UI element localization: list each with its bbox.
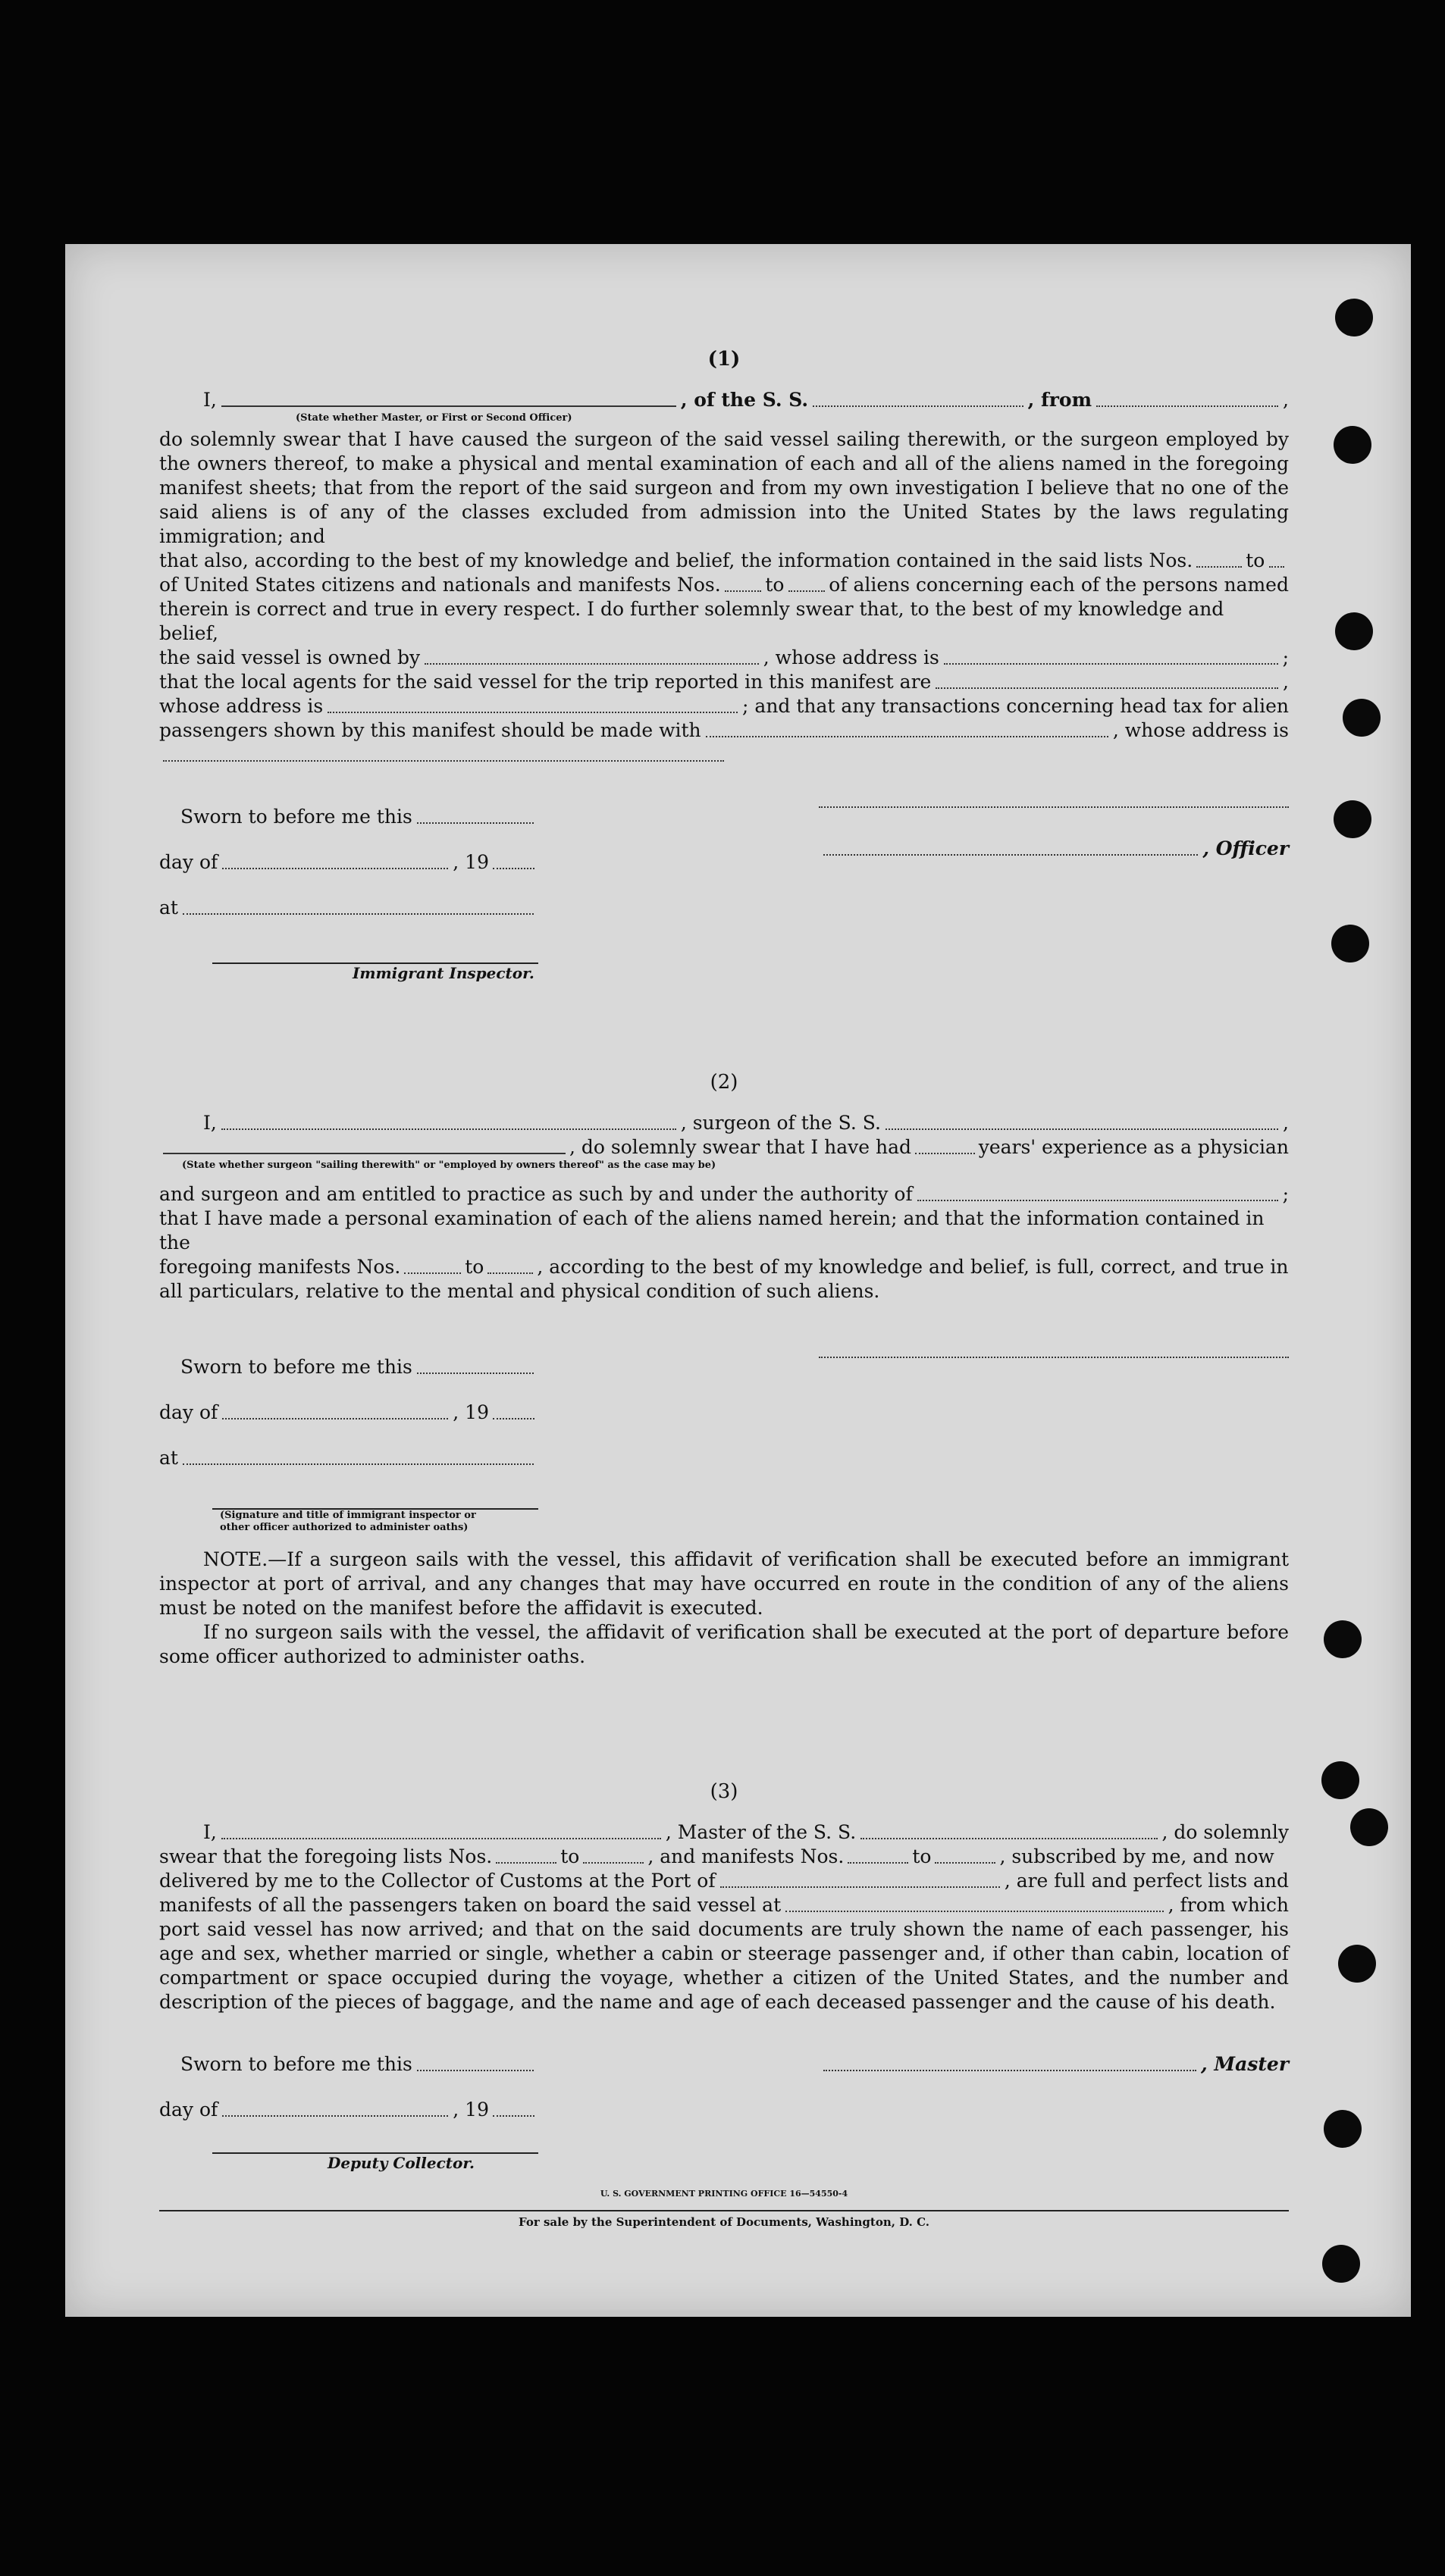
punch-hole — [1324, 1620, 1362, 1658]
master-manifests-to-field[interactable] — [935, 1862, 995, 1864]
section-1-whose-line: whose address is ; and that any transactions concerning head tax for alien — [159, 695, 1289, 717]
section-3-day-line: day of , 19 — [159, 2077, 538, 2122]
affidavit-form — [159, 347, 1289, 2230]
section-3-line-3: delivered by me to the Collector of Customs at the Port of , are full and perfect lists and — [159, 1870, 1289, 1892]
customs-port-field[interactable] — [720, 1886, 1000, 1888]
section-3-signatures — [159, 2031, 1289, 2172]
master-signature-field[interactable] — [823, 2070, 1196, 2071]
signature-note-2: other officer authorized to administer oaths) — [220, 1522, 469, 1533]
surgeon-name-field[interactable] — [221, 1128, 676, 1130]
manifests-to-field[interactable] — [788, 590, 826, 592]
master-manifests-from-field[interactable] — [848, 1862, 908, 1864]
section-2-sworn-line: Sworn to before me this — [159, 1334, 538, 1379]
years-experience-field[interactable] — [915, 1153, 975, 1154]
section-2-line-3: and surgeon and am entitled to practice as such by and under the authority of ; — [159, 1183, 1289, 1205]
master-day-of-field[interactable] — [222, 2115, 448, 2117]
printing-office: U. S. GOVERNMENT PRINTING OFFICE 16—54550-4 — [600, 2189, 848, 2199]
surgeon-year-field[interactable] — [493, 1418, 534, 1419]
year-field[interactable] — [493, 868, 534, 869]
section-3-line-1: I, , Master of the S. S. , do solemnly — [203, 1821, 1289, 1843]
section-2-at-line: at — [159, 1425, 538, 1470]
section-1-agents-line: that the local agents for the said vessel for the trip reported in this manifest are , — [159, 671, 1289, 693]
section-1-number: (1) — [707, 348, 741, 371]
master-year-field[interactable] — [493, 2115, 534, 2117]
surgeon-signature-line[interactable] — [819, 1357, 1289, 1358]
surgeon-type-field[interactable] — [163, 1153, 566, 1154]
master-lists-from-field[interactable] — [496, 1862, 556, 1864]
head-tax-party-field[interactable] — [706, 736, 1108, 737]
master-lists-to-field[interactable] — [583, 1862, 644, 1864]
section-2-line-1: I, , surgeon of the S. S. , — [203, 1112, 1289, 1134]
note-surgeon: (State whether surgeon "sailing therewith" or "employed by owners thereof" as the case may be) — [182, 1160, 716, 1171]
surgeon-note-2: If no surgeon sails with the vessel, the affidavit of verification shall be executed at the port of departure before some officer authorized to administer oaths. — [159, 1621, 1289, 1667]
section-3-paragraph: port said vessel has now arrived; and that on the said documents are truly shown the name of each passenger, his age and sex, whether married or single, whether a cabin or steerage passenger and, if other than cabin, location of compartment or space occupied during the voyage, whether a citizen of the United States, and the number and description of the pieces of baggage, and the name and age of each deceased passenger and the cause of his death. — [159, 1918, 1289, 2013]
surgeon-vessel-field[interactable] — [885, 1128, 1278, 1130]
section-2-line-4: that I have made a personal examination of each of the aliens named herein; and that the information contained in the — [159, 1207, 1265, 1254]
section-1-at-line: at — [159, 875, 538, 920]
section-1-address-line — [159, 743, 1289, 767]
section-1-owned-line: the said vessel is owned by , whose address is ; — [159, 646, 1290, 668]
inspector-label: Immigrant Inspector. — [353, 964, 534, 982]
agents-address-field[interactable] — [328, 712, 738, 713]
surgeon-manifests-from-field[interactable] — [404, 1272, 461, 1274]
punch-hole — [1335, 612, 1373, 650]
note-master: (State whether Master, or First or Second Officer) — [296, 412, 572, 424]
practice-authority-field[interactable] — [917, 1200, 1278, 1201]
punch-hole — [1335, 299, 1373, 336]
section-2-number: (2) — [710, 1071, 738, 1094]
punch-hole — [1350, 1808, 1388, 1846]
lists-from-field[interactable] — [1196, 566, 1242, 568]
punch-hole — [1338, 1945, 1376, 1983]
surgeon-day-of-field[interactable] — [222, 1418, 448, 1419]
master-vessel-field[interactable] — [860, 1838, 1157, 1839]
section-1-passengers-line: passengers shown by this manifest should be made with , whose address is — [159, 719, 1289, 741]
vessel-name-field[interactable] — [813, 405, 1023, 407]
section-2-line-2: , do solemnly swear that I have had years' experience as a physician — [159, 1135, 1289, 1160]
for-sale-note: For sale by the Superintendent of Documents, Washington, D. C. — [518, 2215, 930, 2229]
master-name-field[interactable] — [221, 405, 676, 407]
surgeon-sworn-date-field[interactable] — [417, 1373, 534, 1374]
surgeon-at-place-field[interactable] — [183, 1463, 534, 1465]
punch-hole — [1334, 800, 1371, 838]
section-1-paragraph: do solemnly swear that I have caused the surgeon of the said vessel sailing therewith, or the surgeon employed by the owners thereof, to make a physical and mental examination of each and all of the aliens named in the foregoing manifest sheets; that from the report of the said surgeon and from my own investigation I believe that no one of the said aliens is of any of the classes excluded from admission into the United States by the laws regulating immigration; and — [159, 428, 1289, 547]
section-3-line-4: manifests of all the passengers taken on board the said vessel at , from which — [159, 1894, 1289, 1916]
owner-field[interactable] — [425, 663, 759, 665]
punch-hole — [1324, 2110, 1362, 2148]
surgeon-note — [159, 1548, 1289, 1620]
head-tax-address-field[interactable] — [163, 760, 724, 762]
signature-note-1: (Signature and title of immigrant inspector or — [220, 1510, 476, 1521]
section-1-line-1: I, , of the S. S. , from , — [203, 389, 1289, 411]
section-1-citizens-line: of United States citizens and nationals and manifests Nos. to of aliens concerning each of the persons named — [159, 574, 1289, 596]
master-signer-field[interactable] — [221, 1838, 661, 1839]
section-2-day-line: day of , 19 — [159, 1379, 538, 1425]
punch-hole — [1334, 426, 1371, 464]
section-2-line-5: foregoing manifests Nos. to , according to the best of my knowledge and belief, is full, correct, and true in — [159, 1256, 1289, 1278]
section-1-sworn-line: Sworn to before me this — [159, 784, 538, 829]
officer-name-field[interactable] — [823, 854, 1198, 856]
surgeon-manifests-to-field[interactable] — [487, 1272, 533, 1274]
note-label: NOTE. — [203, 1548, 268, 1570]
day-of-field[interactable] — [222, 868, 448, 869]
deputy-label: Deputy Collector. — [328, 2154, 475, 2172]
master-sworn-date-field[interactable] — [417, 2070, 534, 2071]
from-port-field[interactable] — [1096, 405, 1278, 407]
boarding-port-field[interactable] — [785, 1911, 1163, 1912]
note-text: —If a surgeon sails with the vessel, this affidavit of verification shall be executed before an immigrant inspector at port of arrival, and any changes that may have occurred en route in the condition of any of the aliens must be noted on the manifest before the affidavit is executed. — [159, 1548, 1289, 1619]
section-1-lists-line: that also, according to the best of my knowledge and belief, the information contained in the said lists Nos. to — [159, 549, 1289, 573]
at-place-field[interactable] — [183, 913, 534, 915]
section-3-number: (3) — [710, 1780, 738, 1803]
section-1-correct-line: therein is correct and true in every respect. I do further solemnly swear that, to the best of my knowledge and belief, — [159, 598, 1224, 644]
agents-field[interactable] — [936, 687, 1278, 689]
master-line: , Master — [819, 2031, 1289, 2077]
section-3-line-2: swear that the foregoing lists Nos. to , and manifests Nos. to , subscribed by me, and now — [159, 1845, 1274, 1867]
punch-hole — [1343, 699, 1381, 737]
section-3-sworn-line: Sworn to before me this — [159, 2031, 538, 2077]
sworn-date-field[interactable] — [417, 822, 534, 824]
officer-line: , Officer — [819, 808, 1289, 861]
owner-address-field[interactable] — [944, 663, 1278, 665]
punch-hole — [1321, 1761, 1359, 1799]
section-1-day-line: day of , 19 — [159, 829, 538, 875]
section-2-line-6: all particulars, relative to the mental and physical condition of such aliens. — [159, 1280, 880, 1302]
footer-rule — [159, 2210, 1289, 2211]
punch-hole — [1331, 925, 1369, 962]
section-2-signatures — [159, 1334, 1289, 1534]
section-1-signatures — [159, 784, 1289, 982]
punch-hole — [1322, 2245, 1360, 2283]
manifests-from-field[interactable] — [725, 590, 762, 592]
lists-to-field[interactable] — [1269, 566, 1284, 568]
